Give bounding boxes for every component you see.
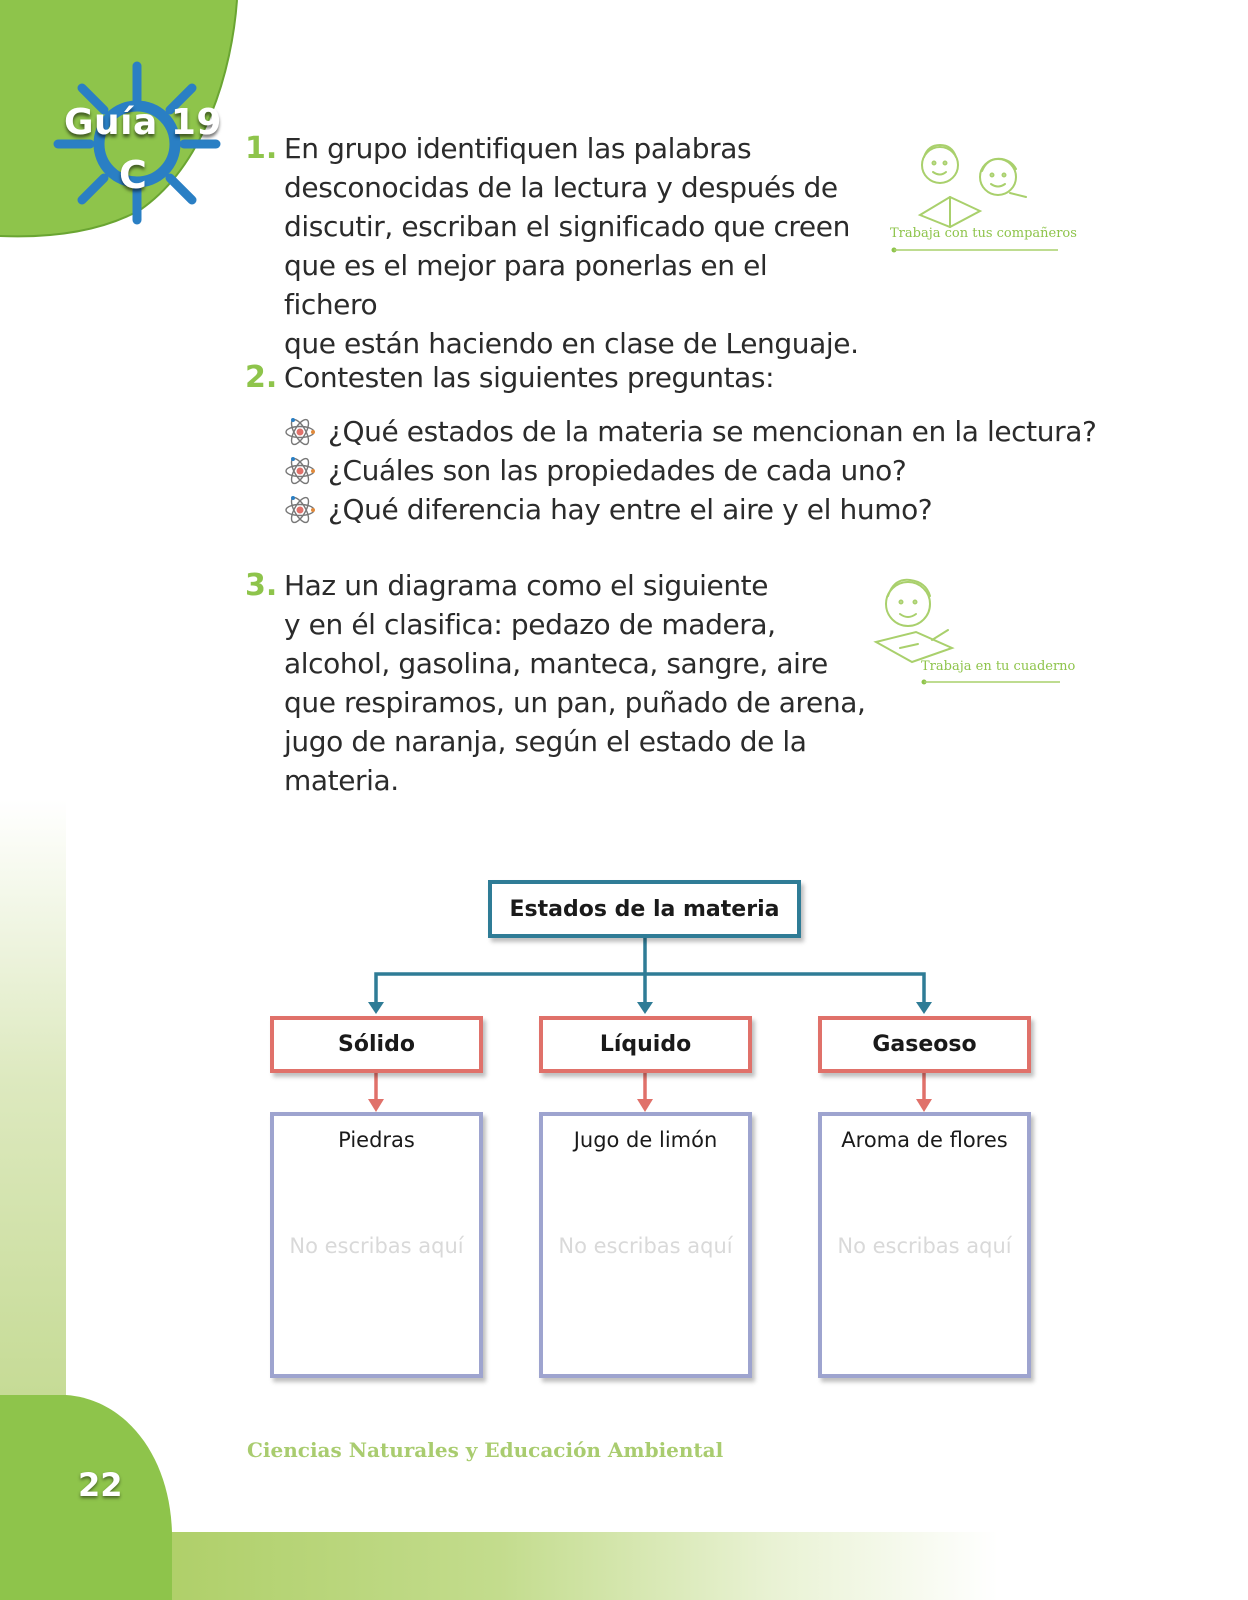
item-1-line: discutir, escriban el significado que creen [284, 210, 850, 243]
state-box-liquid [539, 1016, 752, 1073]
diagram-root-box [488, 880, 801, 938]
notebook-caption: Trabaja en tu cuaderno [921, 659, 1076, 674]
state-box-gas [818, 1016, 1031, 1073]
item-1-line: que están haciendo en clase de Lenguaje. [284, 327, 859, 360]
item-3-line: jugo de naranja, según el estado de la materia. [284, 725, 807, 797]
no-write-watermark: No escribas aquí [558, 1234, 733, 1258]
example-label: Aroma de flores [841, 1128, 1008, 1152]
question-text: ¿Cuáles son las propiedades de cada uno? [328, 454, 907, 487]
example-box-solid [270, 1112, 483, 1378]
example-label: Jugo de limón [573, 1128, 718, 1152]
state-label: Sólido [338, 1032, 415, 1057]
guide-title: Guía 19 [64, 102, 222, 143]
item-3-line: y en él clasifica: pedazo de madera, [284, 608, 776, 641]
item-1-line: que es el mejor para ponerlas en el fichero [284, 249, 768, 321]
item-2-text: Contesten las siguientes preguntas: [284, 361, 775, 394]
example-box-liquid [539, 1112, 752, 1378]
group-work-caption: Trabaja con tus compañeros [890, 226, 1077, 241]
footer-subject: Ciencias Naturales y Educación Ambiental [247, 1438, 724, 1462]
page-number: 22 [78, 1466, 123, 1504]
example-box-gas [818, 1112, 1031, 1378]
state-label: Líquido [599, 1032, 692, 1057]
item-1-line: desconocidas de la lectura y después de [284, 171, 838, 204]
question-text: ¿Qué estados de la materia se mencionan en la lectura? [328, 415, 1097, 448]
question-text: ¿Qué diferencia hay entre el aire y el humo? [328, 493, 933, 526]
example-label: Piedras [338, 1128, 415, 1152]
state-label: Gaseoso [872, 1032, 977, 1057]
item-3-line: Haz un diagrama como el siguiente [284, 569, 769, 602]
item-3-line: alcohol, gasolina, manteca, sangre, aire [284, 647, 828, 680]
guide-letter: C [119, 153, 148, 197]
state-box-solid [270, 1016, 483, 1073]
item-3-number: 3. [245, 568, 278, 603]
item-2-number: 2. [245, 360, 278, 395]
diagram-root-label: Estados de la materia [509, 896, 780, 922]
item-1-number: 1. [245, 131, 278, 166]
item-1-line: En grupo identifiquen las palabras [284, 132, 752, 165]
no-write-watermark: No escribas aquí [289, 1234, 464, 1258]
no-write-watermark: No escribas aquí [837, 1234, 1012, 1258]
item-3-line: que respiramos, un pan, puñado de arena, [284, 686, 866, 719]
